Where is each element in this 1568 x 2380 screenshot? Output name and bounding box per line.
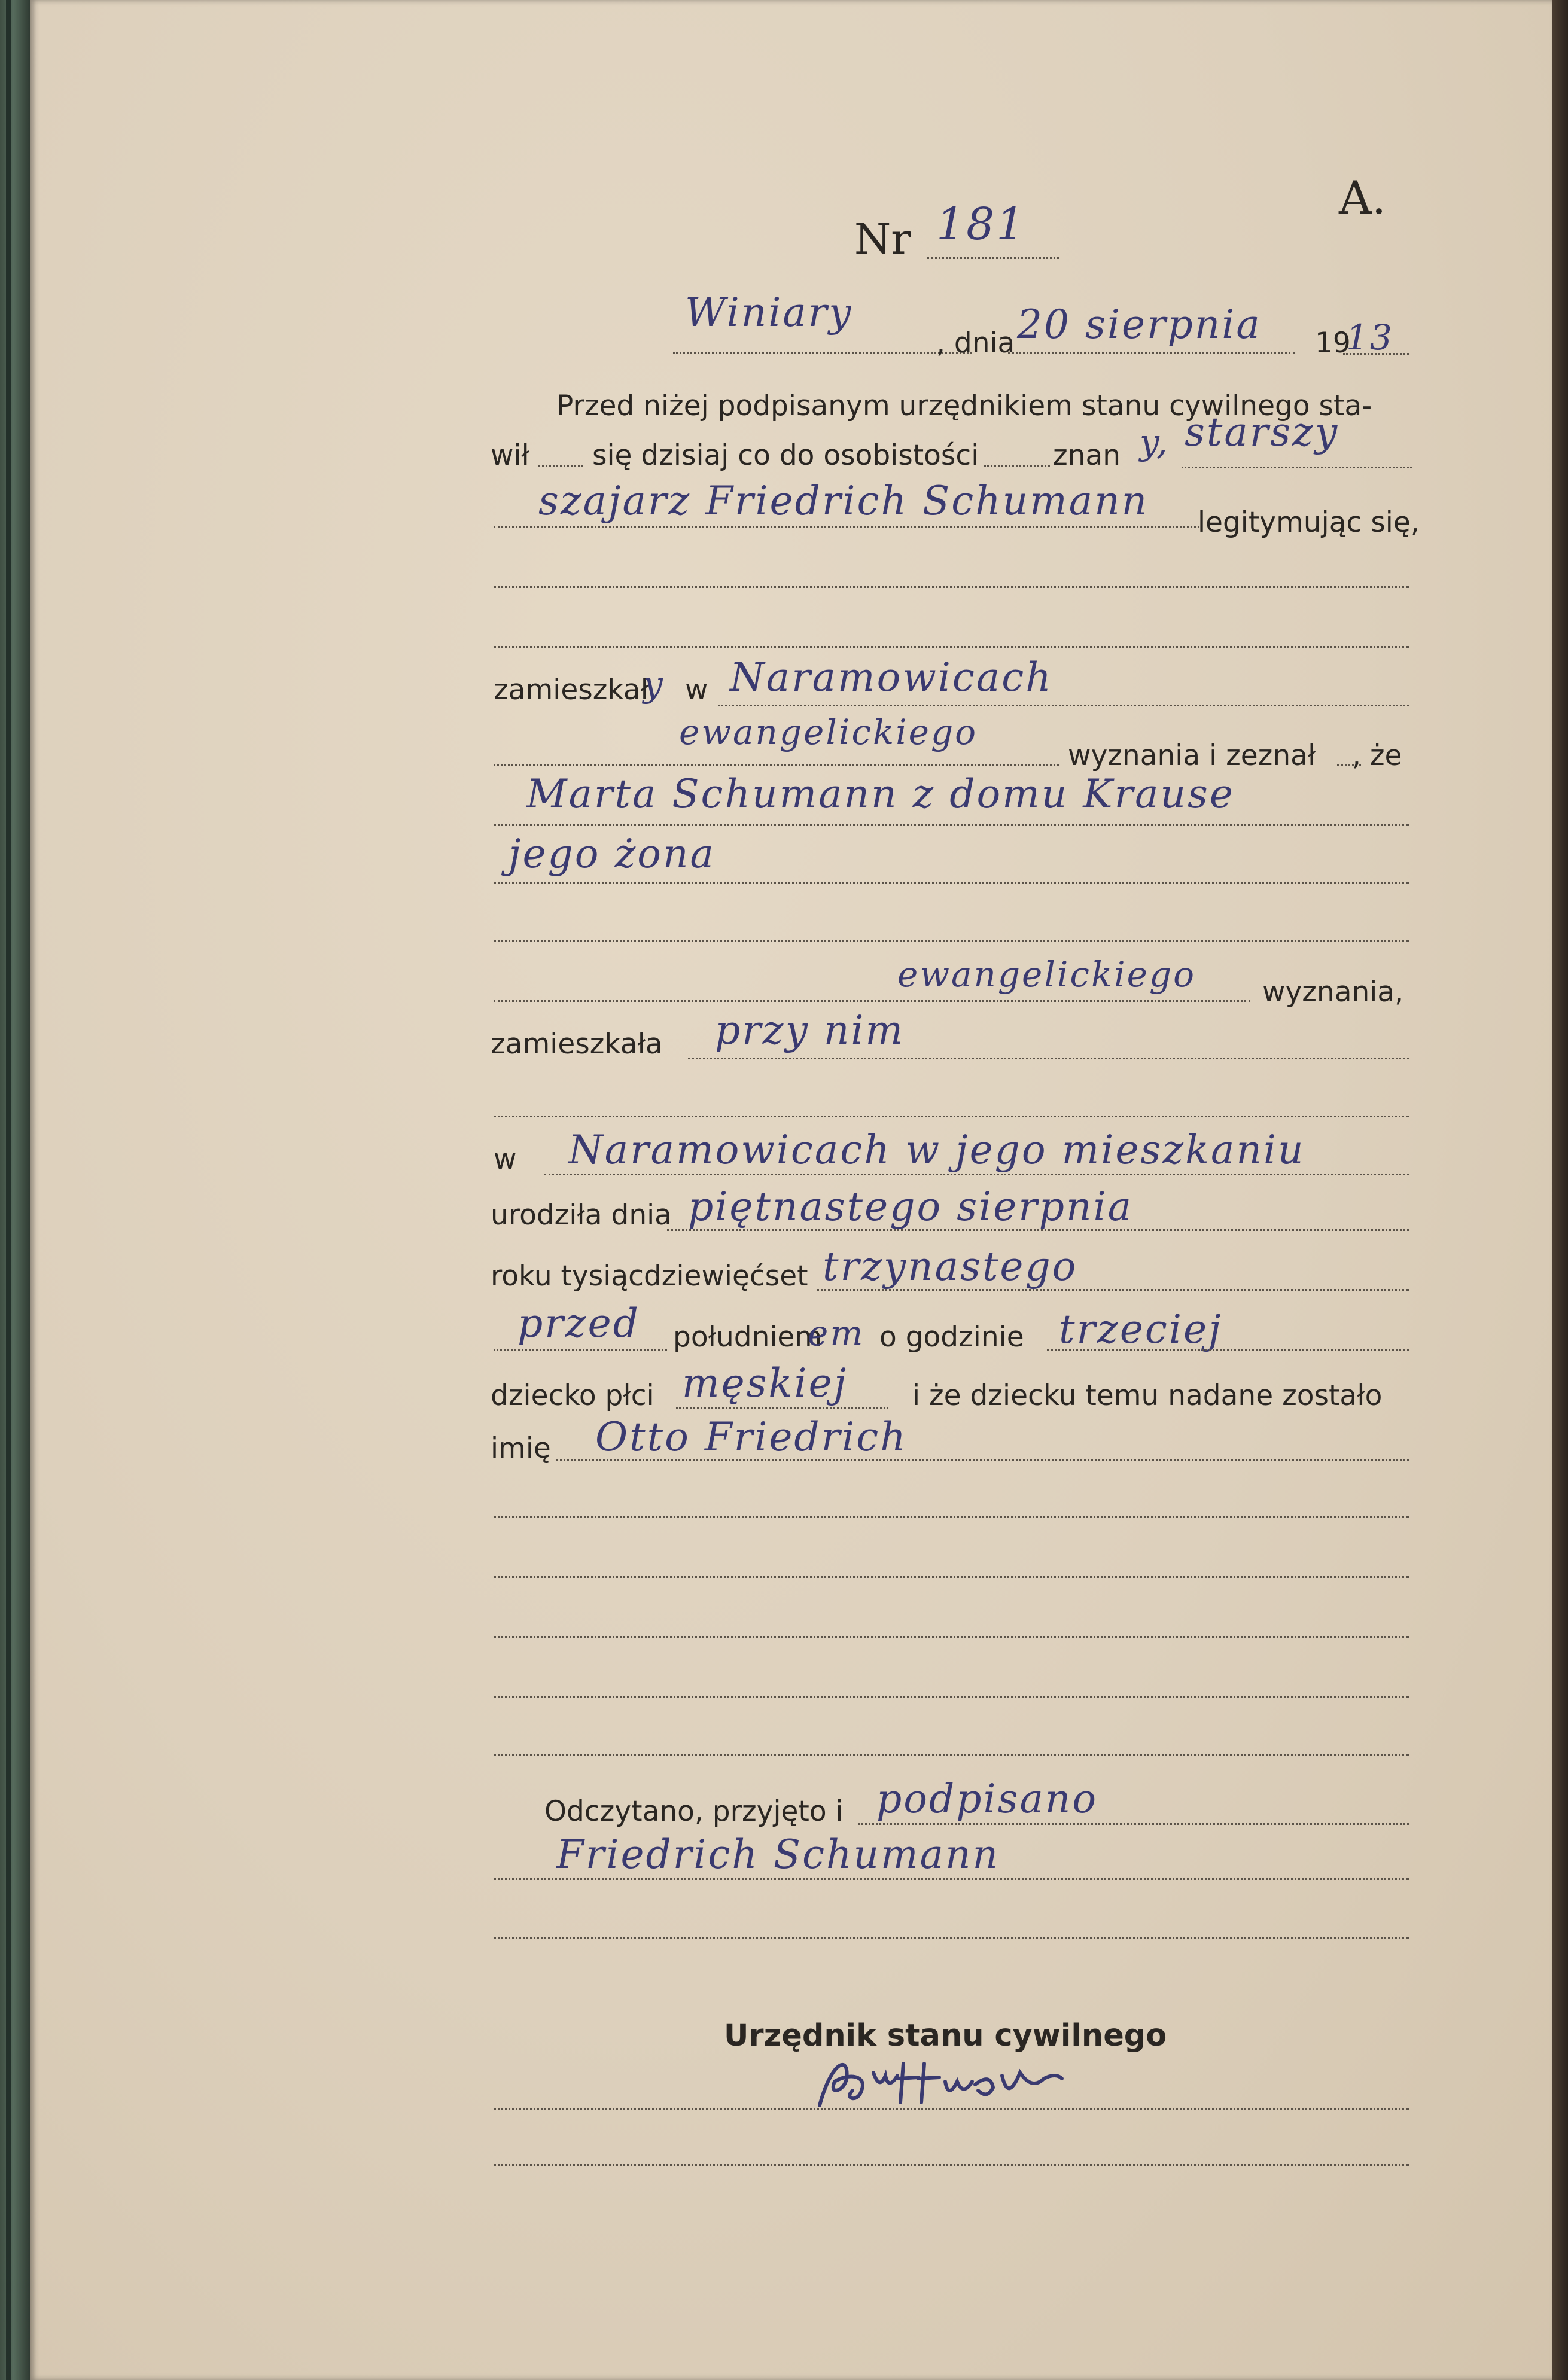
- read-handwritten: podpisano: [876, 1776, 1098, 1822]
- znan-label: znan: [1053, 439, 1121, 472]
- name-handwritten: Otto Friedrich: [595, 1414, 908, 1460]
- appearer-handwritten: szajarz Friedrich Schumann: [538, 478, 1149, 524]
- mother-resided-handwritten: przy nim: [715, 1007, 905, 1053]
- date-handwritten: 20 sierpnia: [1017, 301, 1262, 348]
- document-page: [30, 0, 1552, 2380]
- mother-resided-label: zamieszkała: [491, 1028, 663, 1061]
- sex-label: dziecko płci: [491, 1379, 654, 1412]
- record-number-label: Nr: [854, 215, 911, 264]
- religion-1-line: [494, 764, 1059, 766]
- intro-line-2: się dzisiaj co do osobistości: [592, 439, 979, 472]
- resided-w: w: [685, 674, 708, 706]
- place-w: w: [494, 1143, 517, 1176]
- sex-line: [676, 1407, 888, 1409]
- hour-label: o godzinie: [879, 1321, 1024, 1354]
- osobistosci-line: [984, 465, 1050, 467]
- record-number-line: [927, 257, 1059, 259]
- before-line: [494, 1349, 667, 1351]
- place-line: [673, 352, 972, 354]
- religion-1-label: wyznania i zeznał: [1068, 739, 1316, 772]
- mother-resided-line: [688, 1058, 1409, 1059]
- year-words-line: [817, 1289, 1409, 1291]
- sex-handwritten: męskiej: [682, 1360, 848, 1406]
- resided-suffix-handwritten: y: [643, 664, 665, 705]
- page-edge: [1552, 0, 1568, 2380]
- blank-line-4: [494, 1116, 1409, 1117]
- blank-line-5: [494, 1516, 1409, 1518]
- intro-wil: wił: [491, 439, 529, 472]
- noon-suffix-handwritten: em: [808, 1313, 865, 1354]
- blank-line-9: [494, 1754, 1409, 1756]
- hour-line: [1047, 1349, 1409, 1351]
- resided-label: zamieszkał: [494, 674, 648, 706]
- year-prefix: 19: [1315, 327, 1351, 359]
- wil-line: [538, 465, 583, 467]
- blank-line-2: [494, 646, 1409, 648]
- place-handwritten-birth: Naramowicach w jego mieszkaniu: [568, 1127, 1305, 1173]
- form-letter: A.: [1339, 171, 1387, 224]
- official-title: Urzędnik stanu cywilnego: [724, 2018, 1167, 2053]
- book-binding: [0, 0, 30, 2380]
- blank-line-3: [494, 940, 1409, 942]
- name-line: [556, 1459, 1409, 1461]
- legitymujac-label: legitymując się,: [1198, 506, 1420, 539]
- official-signature-line: [494, 2108, 1409, 2110]
- noon-label: południem: [673, 1321, 823, 1354]
- year-suffix-handwritten: 13: [1346, 317, 1394, 358]
- born-handwritten: piętnastego sierpnia: [688, 1184, 1134, 1230]
- signed-line: [494, 1878, 1409, 1880]
- appearer-line: [494, 526, 1199, 528]
- religion-2-label: wyznania,: [1262, 976, 1404, 1008]
- known-line: [1182, 467, 1412, 468]
- known-handwritten: starszy: [1185, 409, 1339, 455]
- mother-handwritten: Marta Schumann z domu Krause: [526, 771, 1235, 817]
- name-label: imię: [491, 1432, 551, 1465]
- place-birth-line: [544, 1174, 1409, 1175]
- blank-line-10: [494, 1937, 1409, 1939]
- year-label: roku tysiącdziewięćset: [491, 1260, 808, 1293]
- record-number-value: 181: [936, 199, 1027, 250]
- before-handwritten: przed: [517, 1300, 640, 1346]
- resided-line: [718, 705, 1409, 706]
- resided-place-handwritten: Naramowicach: [730, 654, 1053, 700]
- blank-line-7: [494, 1636, 1409, 1638]
- intro-line-1: Przed niżej podpisanym urzędnikiem stanu cywilnego sta-: [556, 389, 1372, 422]
- religion-1-end: , że: [1352, 739, 1402, 772]
- blank-line-1: [494, 586, 1409, 588]
- born-line: [667, 1229, 1409, 1231]
- official-signature: [814, 2049, 1113, 2114]
- hour-handwritten: trzeciej: [1059, 1306, 1223, 1352]
- date-line: [1008, 352, 1295, 354]
- name-given-label: i że dziecku temu nadane zostało: [912, 1379, 1383, 1412]
- place-handwritten: Winiary: [685, 289, 853, 336]
- religion-1-handwritten: ewangelickiego: [679, 712, 978, 752]
- born-label: urodziła dnia: [491, 1199, 672, 1232]
- blank-line-11: [494, 2164, 1409, 2166]
- read-line: [858, 1823, 1409, 1825]
- mother-relation-line: [494, 882, 1409, 884]
- religion-2-line: [494, 1000, 1250, 1002]
- signed-handwritten: Friedrich Schumann: [556, 1832, 1000, 1878]
- mother-relation-handwritten: jego żona: [509, 831, 716, 877]
- blank-line-6: [494, 1576, 1409, 1578]
- dnia-label: , dnia: [936, 327, 1015, 359]
- year-line: [1343, 353, 1409, 355]
- religion-2-handwritten: ewangelickiego: [897, 954, 1196, 995]
- known-suffix-handwritten: y,: [1140, 422, 1170, 462]
- read-label: Odczytano, przyjęto i: [544, 1795, 844, 1828]
- year-handwritten: trzynastego: [823, 1244, 1078, 1290]
- binding-edge: [6, 0, 11, 2380]
- blank-line-8: [494, 1696, 1409, 1698]
- mother-line: [494, 824, 1409, 826]
